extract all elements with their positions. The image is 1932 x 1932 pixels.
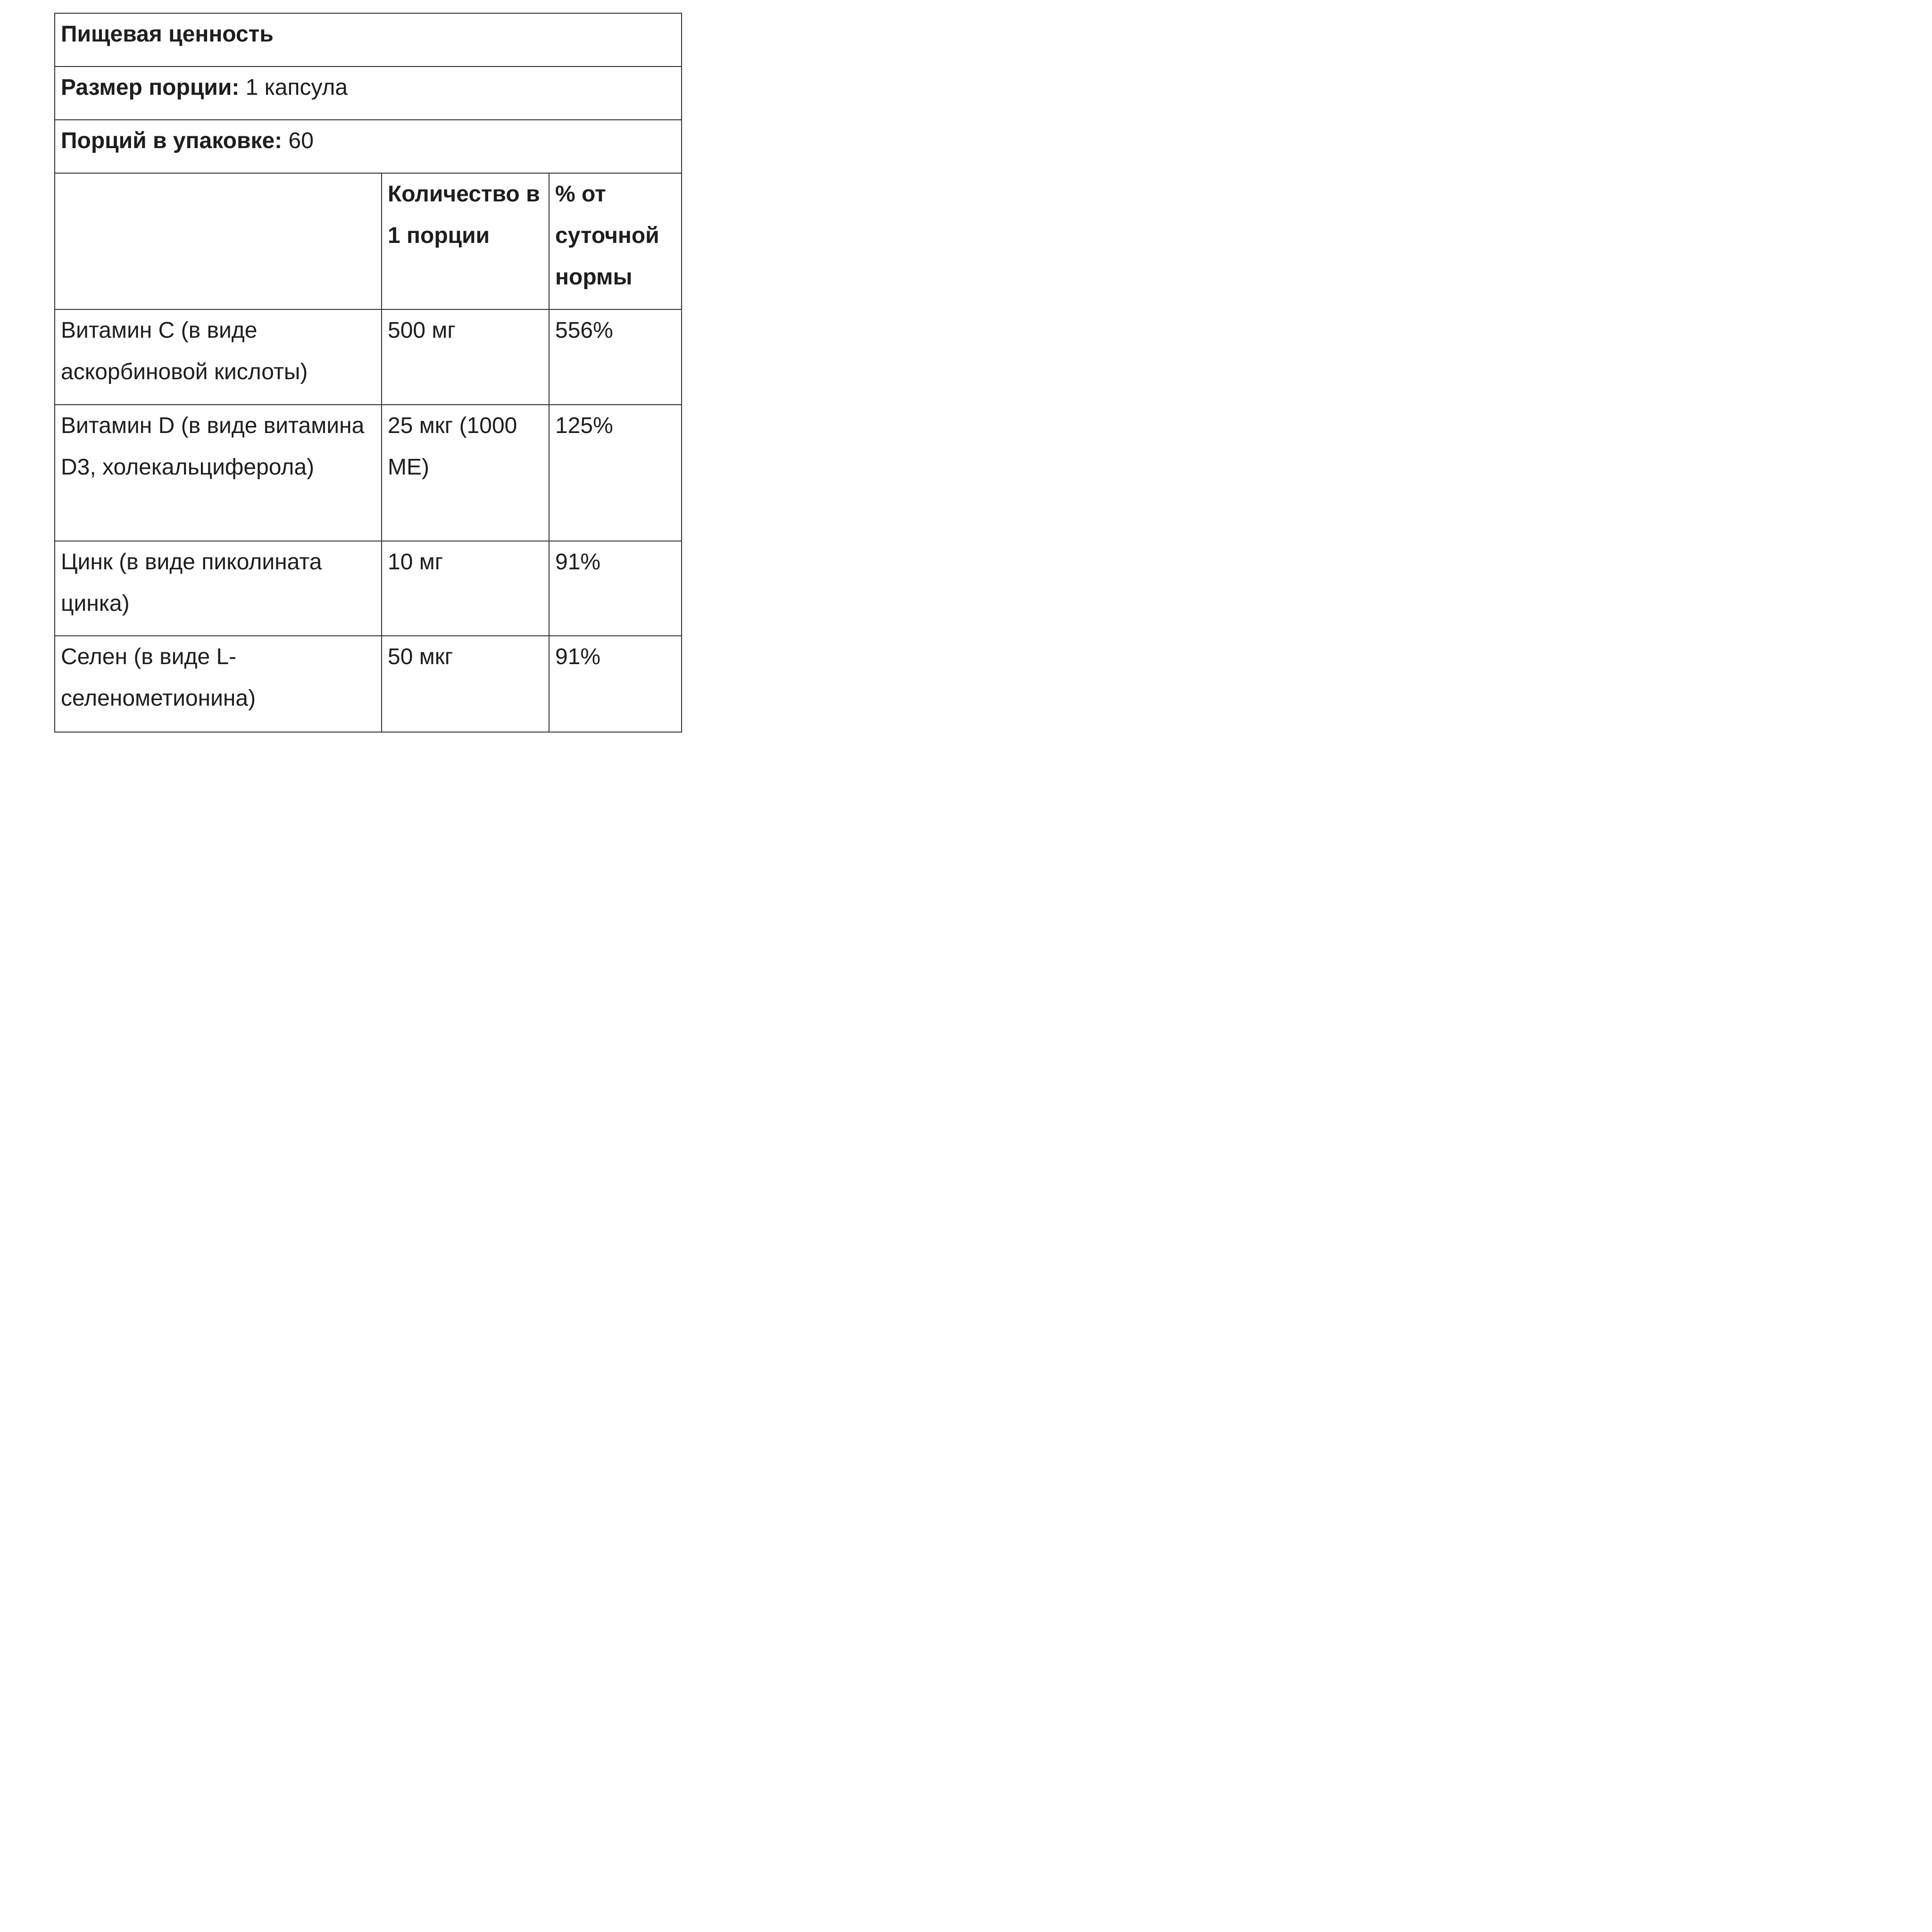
nutrient-name: Витамин D (в виде витамина D3, холекальциферола) bbox=[55, 405, 382, 541]
nutrient-daily-value: 556% bbox=[549, 309, 682, 405]
servings-per-container-label: Порций в упаковке: bbox=[61, 128, 283, 153]
nutrient-daily-value: 91% bbox=[549, 541, 682, 636]
nutrient-amount: 500 мг bbox=[382, 309, 549, 405]
table-row bbox=[55, 636, 682, 732]
servings-per-container-value: 60 bbox=[288, 128, 314, 153]
column-header-amount: Количество в 1 порции bbox=[382, 173, 549, 309]
serving-size-value: 1 капсула bbox=[245, 75, 348, 100]
title-row bbox=[55, 13, 682, 67]
nutrient-amount: 50 мкг bbox=[382, 636, 549, 732]
servings-per-container-row bbox=[55, 120, 682, 173]
table-row bbox=[55, 309, 682, 405]
table-row bbox=[55, 541, 682, 636]
servings-per-container-cell bbox=[55, 120, 682, 173]
table-row bbox=[55, 405, 682, 541]
column-header-name bbox=[55, 173, 382, 309]
nutrition-facts-table bbox=[54, 13, 682, 733]
serving-size-cell bbox=[55, 67, 682, 120]
column-header-daily-value: % от суточной нормы bbox=[549, 173, 682, 309]
nutrient-amount: 10 мг bbox=[382, 541, 549, 636]
nutrient-amount: 25 мкг (1000 МЕ) bbox=[382, 405, 549, 541]
nutrient-name: Цинк (в виде пиколината цинка) bbox=[55, 541, 382, 636]
serving-size-label: Размер порции: bbox=[61, 75, 240, 100]
nutrient-name: Селен (в виде L-селенометионина) bbox=[55, 636, 382, 732]
nutrient-daily-value: 125% bbox=[549, 405, 682, 541]
table-title: Пищевая ценность bbox=[55, 13, 682, 67]
serving-size-row bbox=[55, 67, 682, 120]
nutrient-name: Витамин C (в виде аскорбиновой кислоты) bbox=[55, 309, 382, 405]
nutrient-daily-value: 91% bbox=[549, 636, 682, 732]
column-header-row bbox=[55, 173, 682, 309]
